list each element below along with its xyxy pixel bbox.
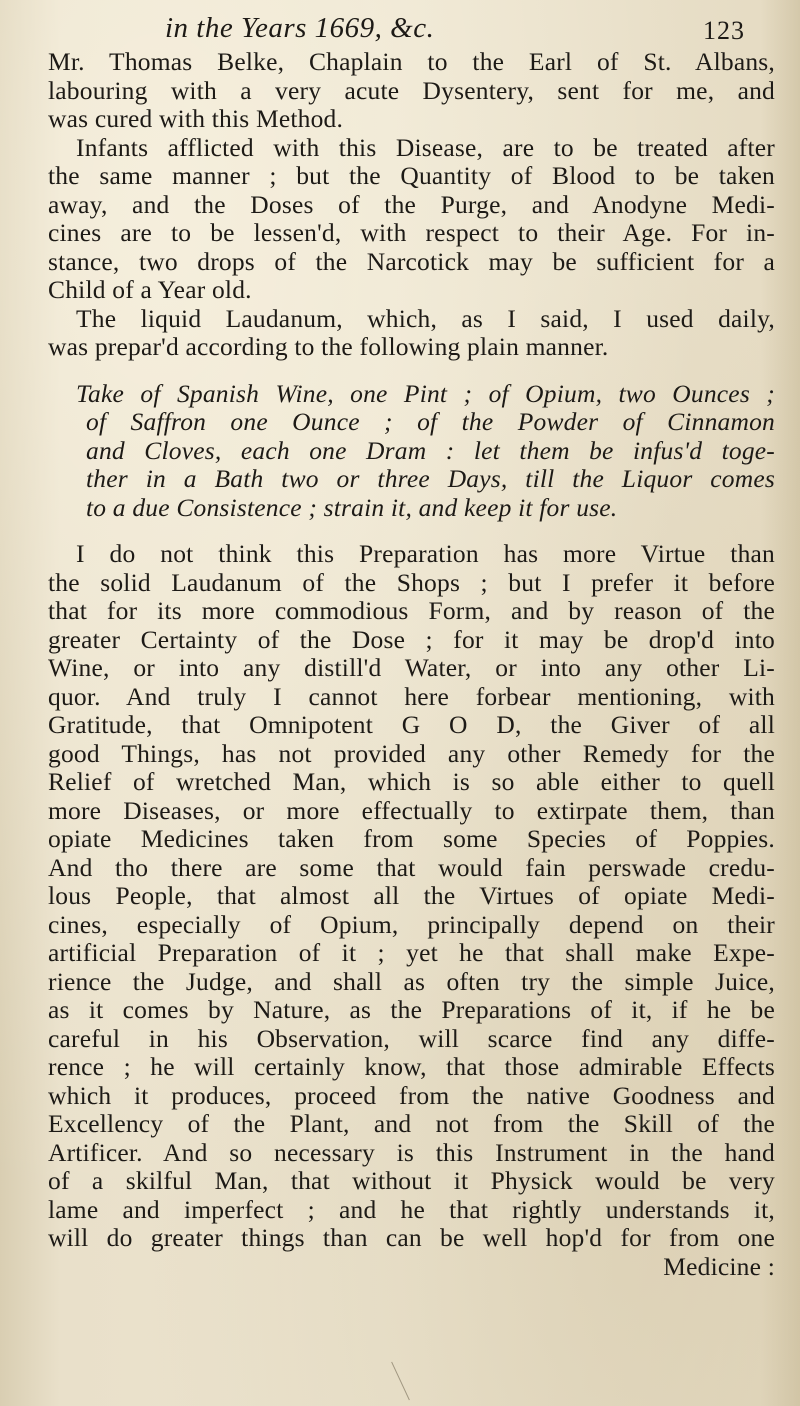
text-line: artificial Preparation of it ; yet he that shall make Expe- [48,938,775,967]
recipe-line: of Saffron one Ounce ; of the Powder of Cinnamon [86,407,775,436]
paragraph-infants [48,134,775,305]
paragraph-preparation [48,540,775,1253]
text-line: The liquid Laudanum, which, as I said, I used daily, [76,303,775,333]
recipe-line: Take of Spanish Wine, one Pint ; of Opium, two Ounces ; [76,378,775,408]
text-line: rience the Judge, and shall as often try the simple Juice, [48,966,775,996]
text-line: Wine, or into any distill'd Water, or into any other Li- [48,653,775,682]
text-line: rence ; he will certainly know, that those admirable Effects [48,1052,775,1081]
catchword: Medicine : [663,1251,775,1281]
paragraph-belke [48,48,775,134]
section-gap [48,522,775,540]
text-line: Artificer. And so necessary is this Instrument in the hand [48,1137,775,1167]
text-line: quor. And truly I cannot here forbear mentioning, with [48,681,775,711]
text-line: the same manner ; but the Quantity of Blood to be taken [48,161,775,190]
text-line: cines, especially of Opium, principally depend on their [48,909,775,939]
text-line: lame and imperfect ; and he that rightly understands it, [48,1194,775,1224]
text-line: greater Certainty of the Dose ; for it may be drop'd into [48,624,775,654]
body-text [48,48,775,1281]
text-line: opiate Medicines taken from some Species of Poppies. [48,824,775,853]
recipe-line: ther in a Bath two or three Days, till the Liquor comes [86,464,775,493]
text-line: Child of a Year old. [48,275,252,304]
text-line: careful in his Observation, will scarce find any diffe- [48,1023,775,1053]
text-line: was cured with this Method. [48,104,344,133]
text-line: the solid Laudanum of the Shops ; but I prefer it before [48,567,775,597]
text-line: will do greater things than can be well hop'd for from one [48,1223,775,1252]
scan-scratch [391,1362,410,1400]
text-line: Relief of wretched Man, which is so able either to quell [48,767,775,796]
recipe-line: and Cloves, each one Dram : let them be infus'd toge- [86,435,775,465]
paragraph-laudanum [48,305,775,362]
text-line: was prepar'd according to the following plain manner. [48,332,609,361]
text-line: stance, two drops of the Narcotick may be sufficient for a [48,246,775,276]
section-gap [48,362,775,380]
text-line: as it comes by Nature, as the Preparations of it, if he be [48,995,775,1024]
text-line: good Things, has not provided any other Remedy for the [48,738,775,768]
text-line: And tho there are some that would fain perswade credu- [48,852,775,882]
text-line: away, and the Doses of the Purge, and Anodyne Medi- [48,189,775,219]
text-line: Gratitude, that Omnipotent G O D, the Giver of all [48,710,775,739]
running-head [165,12,765,52]
text-line: more Diseases, or more effectually to extirpate them, than [48,795,775,825]
text-line: Excellency of the Plant, and not from the Skill of the [48,1109,775,1138]
text-line: Mr. Thomas Belke, Chaplain to the Earl of St. Albans, [48,47,775,76]
text-line: Infants afflicted with this Disease, are to be treated after [76,132,775,162]
text-line: that for its more commodious Form, and by reason of the [48,596,775,625]
text-line: labouring with a very acute Dysentery, sent for me, and [48,75,775,105]
text-line: cines are to be lessen'd, with respect to their Age. For in- [48,218,775,247]
recipe-line: to a due Consistence ; strain it, and keep it for use. [86,492,618,522]
text-line: lous People, that almost all the Virtues of opiate Medi- [48,881,775,910]
text-line: which it produces, proceed from the native Goodness and [48,1080,775,1110]
recipe-block [48,380,775,523]
page-number: 123 [703,16,745,45]
running-head-title: in the Years 1669, &c. [165,12,435,44]
text-line: of a skilful Man, that without it Physick would be very [48,1166,775,1195]
text-line: I do not think this Preparation has more Virtue than [76,539,775,568]
